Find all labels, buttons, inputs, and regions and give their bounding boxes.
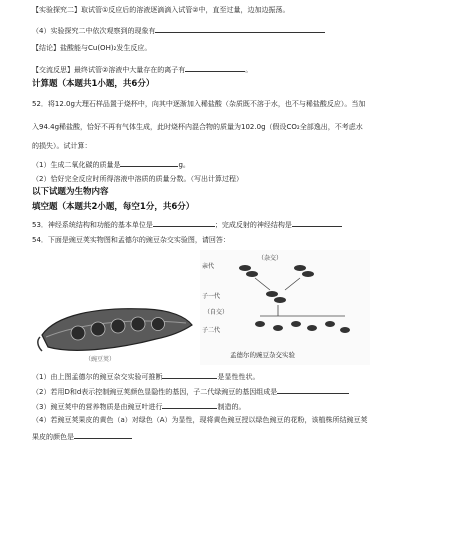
q4-text: （4）实验探究二中依次观察到的现象有: [32, 27, 156, 35]
diagram-caption: 孟德尔的豌豆杂交实验: [230, 351, 295, 359]
f1-generation-label: 子一代: [202, 293, 221, 300]
q53-blank-2[interactable]: [292, 219, 342, 227]
genotype-blank[interactable]: [277, 386, 349, 394]
co2-mass-blank[interactable]: [120, 159, 178, 167]
q54-1-text: （1）由上图孟德尔的豌豆杂交实验可推断: [32, 373, 163, 381]
q52-1-text: （1）生成二氧化碳的质量是: [32, 161, 121, 169]
q52-part-2: （2）恰好完全反应时所得溶液中溶质的质量分数。（写出计算过程）: [32, 175, 243, 183]
q54-1-end: 是显性性状。: [217, 373, 260, 381]
ions-answer-blank[interactable]: [185, 64, 245, 72]
q52-line-3: 的损失）。试计算：: [32, 142, 92, 150]
line-reflection: [32, 64, 252, 75]
q52-part-1: [32, 159, 190, 170]
q54-line: 54．下面是豌豆荚实物图和孟德尔的豌豆杂交实验图，请回答：: [32, 236, 230, 244]
q4-answer-blank[interactable]: [155, 25, 325, 33]
q52-line-1: 52．将12.0g大理石样品置于烧杯中，向其中逐渐加入稀盐酸（杂质既不溶于水，也不与稀盐酸反应）。当加: [32, 100, 366, 108]
q53-text: 53．神经系统结构和功能的基本单位是: [32, 221, 153, 229]
pea-pod-image: [36, 295, 196, 365]
f2-generation-label: 子二代: [202, 327, 221, 334]
self-cross-label: （自交）: [204, 309, 229, 316]
line-conclusion: 【结论】盐酸能与Cu(OH)₂发生反应。: [32, 44, 152, 52]
parent-generation-label: 亲代: [202, 263, 215, 270]
q54-part-4-line-2: [32, 431, 132, 442]
q52-line-2: 入94.4g稀盐酸，恰好不再有气体生成，此时烧杯内混合物的质量为102.0g（假设CO₂全部逸出，不考虑水: [32, 123, 363, 131]
reflection-text: 【交流反思】最终试管②溶液中大量存在的离子有: [32, 66, 186, 74]
dominant-trait-blank[interactable]: [162, 371, 217, 379]
pod-color-blank[interactable]: [74, 431, 132, 439]
q54-part-4-line-1: （4）若豌豆荚果皮的黄色（a）对绿色（A）为显性，现将黄色豌豆授以绿色豌豆的花粉，该植株所结豌豆荚: [32, 416, 368, 424]
q53-mid: ；完成反射的神经结构是: [214, 221, 292, 229]
q52-1-unit: g。: [178, 161, 190, 169]
q54-part-3: [32, 401, 245, 412]
q53-line: [32, 219, 342, 230]
q53-blank-1[interactable]: [153, 219, 215, 227]
section-heading-biology: 以下试题为生物内容: [32, 187, 109, 197]
section-heading-fill: 填空题（本题共2小题，每空1分，共6分）: [32, 202, 195, 212]
q54-3-text: （3）豌豆荚中的营养物质是由豌豆叶进行: [32, 403, 163, 411]
reflection-end: 。: [245, 66, 253, 74]
cross-label: （杂交）: [258, 255, 283, 262]
line-question-4: [32, 25, 325, 36]
q54-2-text: （2）若用D和d表示控制豌豆荚颜色显隐性的基因，子二代绿豌豆的基因组成是: [32, 388, 278, 396]
process-blank[interactable]: [162, 401, 217, 409]
mendel-cross-diagram: [200, 250, 370, 365]
pea-pod-caption: （豌豆荚）: [85, 356, 116, 363]
line-experiment-2: 【实验探究二】取试管①反应后的溶液逐滴滴入试管②中，直至过量，边加边振荡。: [32, 6, 290, 14]
q54-3-end: 制造的。: [217, 403, 246, 411]
section-heading-calculation: 计算题（本题共1小题，共6分）: [32, 79, 155, 89]
q54-part-1: [32, 371, 259, 382]
q54-4-text: 果皮的颜色是: [32, 433, 74, 441]
q54-part-2: [32, 386, 349, 397]
